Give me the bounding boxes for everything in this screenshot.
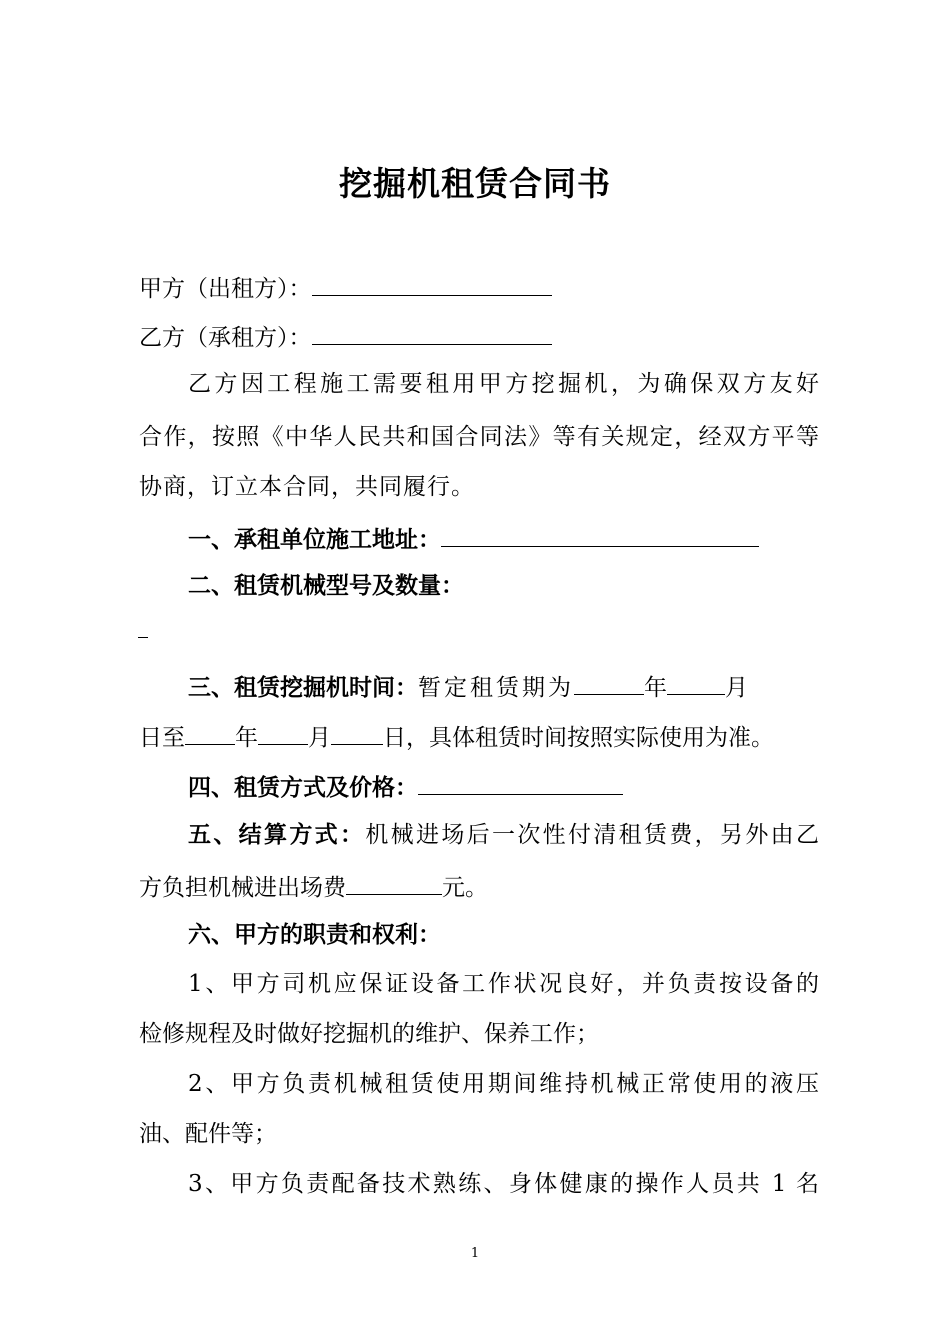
intro-line-1: 乙方因工程施工需要租用甲方挖掘机，为确保双方友好 [188, 371, 819, 397]
clause-2-label: 二、租赁机械型号及数量： [188, 573, 464, 599]
clause-1 [188, 522, 819, 555]
clause-3-end-text: 日，具体租赁时间按照实际使用为准。 [383, 725, 774, 751]
clause-3-text: 暂定租赁期为 [418, 675, 574, 701]
clause-5-line-1 [188, 820, 819, 850]
intro-line-2: 合作，按照《中华人民共和国合同法》等有关规定，经双方平等 [139, 424, 819, 450]
party-a-line [139, 271, 819, 304]
clause-3-label: 三、租赁挖掘机时间： [188, 675, 418, 701]
clause-1-label: 一、承租单位施工地址： [188, 527, 441, 553]
intro-line-3: 协商，订立本合同，共同履行。 [139, 474, 475, 500]
clause-6-label: 六、甲方的职责和权利： [188, 922, 441, 948]
clause-4 [188, 770, 819, 803]
clause-5-text: 机械进场后一次性付清租赁费，另外由乙 [365, 822, 820, 848]
blank-dash [138, 637, 148, 638]
month-label: 月 [308, 725, 331, 751]
clause-3-line-1 [188, 670, 819, 703]
end-year-blank [185, 720, 235, 745]
document-title: 挖掘机租赁合同书 [339, 164, 611, 203]
party-a-label: 甲方（出租方）： [139, 276, 312, 302]
month-label: 月 [725, 675, 748, 701]
clause-5-label: 五、结算方式： [188, 822, 366, 848]
item-3-line-1: 3、甲方负责配备技术熟练、身体健康的操作人员共 1 名 [188, 1171, 819, 1197]
clause-5-text-2: 方负担机械进出场费 [139, 875, 346, 901]
start-month-blank [667, 670, 725, 695]
party-b-line [139, 320, 819, 353]
currency-unit: 元。 [442, 875, 488, 901]
clause-6 [188, 920, 819, 950]
party-b-label: 乙方（承租方）： [139, 325, 312, 351]
price-blank [418, 770, 623, 795]
page-number: 1 [470, 1246, 480, 1261]
start-year-blank [574, 670, 644, 695]
year-label: 年 [235, 725, 258, 751]
item-2-line-1: 2、甲方负责机械租赁使用期间维持机械正常使用的液压 [188, 1071, 819, 1097]
party-b-blank [312, 320, 552, 345]
transport-fee-blank [346, 870, 442, 895]
end-month-blank [258, 720, 308, 745]
year-label: 年 [644, 675, 667, 701]
clause-5-line-2 [139, 870, 819, 903]
clause-3-line-2 [139, 720, 819, 753]
date-to-label: 日至 [139, 725, 185, 751]
item-2-line-2: 油、配件等； [139, 1121, 277, 1147]
item-1-line-2: 检修规程及时做好挖掘机的维护、保养工作； [139, 1021, 599, 1047]
clause-2 [188, 571, 819, 601]
party-a-blank [312, 271, 552, 296]
clause-4-label: 四、租赁方式及价格： [188, 775, 418, 801]
address-blank [441, 522, 759, 547]
end-day-blank [331, 720, 383, 745]
item-1-line-1: 1、甲方司机应保证设备工作状况良好，并负责按设备的 [188, 971, 819, 997]
